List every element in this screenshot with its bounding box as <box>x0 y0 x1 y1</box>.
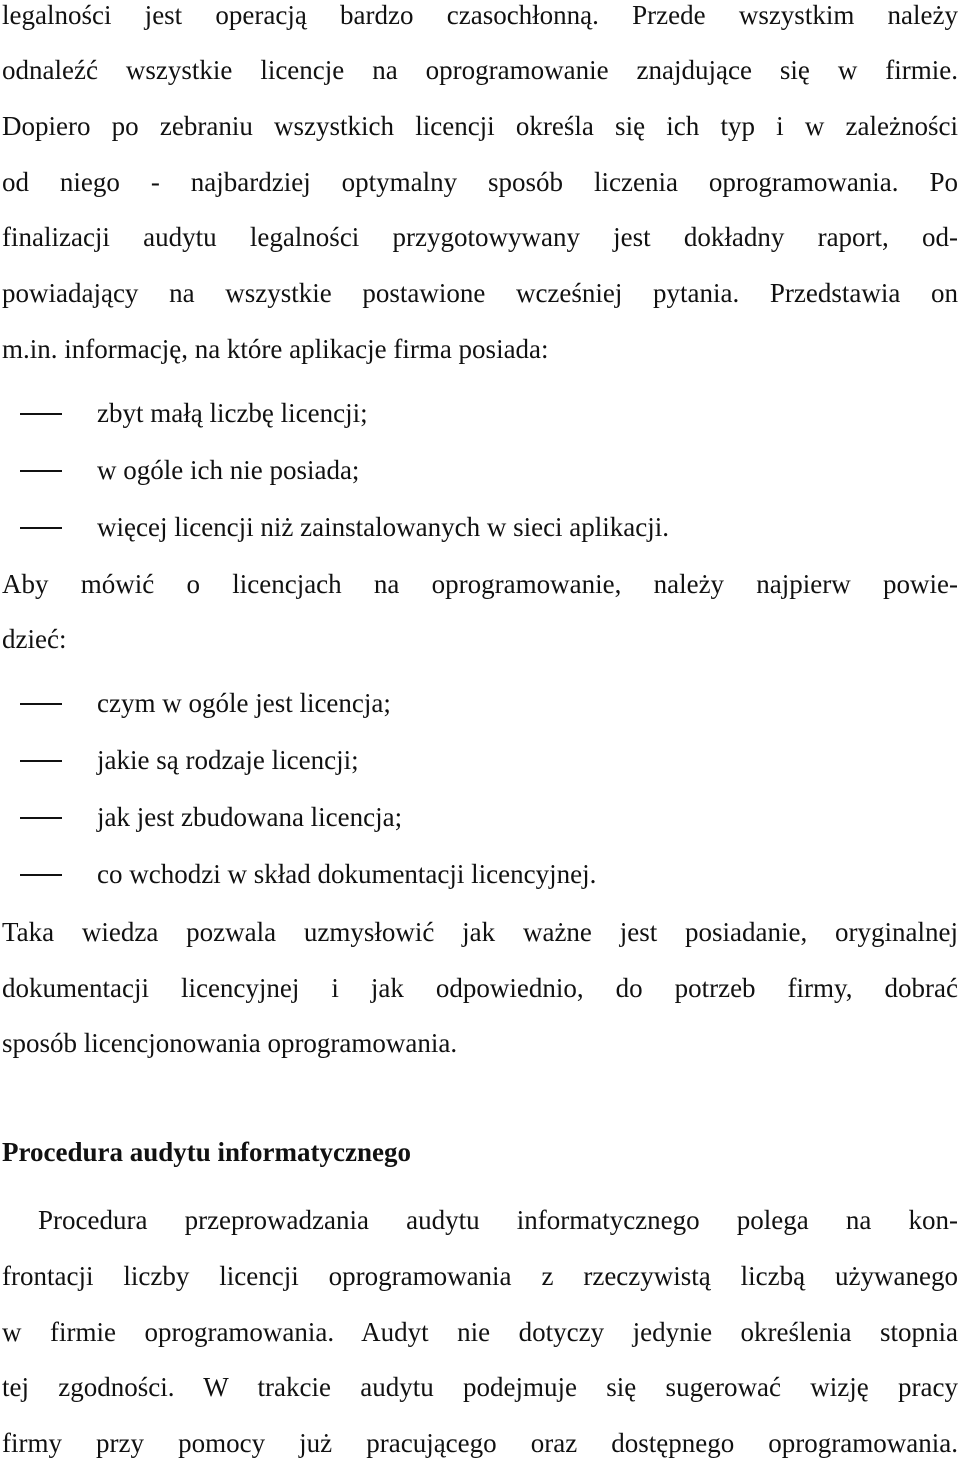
dash-bullet-icon <box>20 527 62 529</box>
section-heading: Procedura audytu informatycznego <box>2 1137 411 1167</box>
dash-bullet-icon <box>20 470 62 472</box>
text-line: Taka wiedza pozwala uzmysłowić jak ważne jest posiadanie, oryginalnej <box>2 917 958 947</box>
text-line: frontacji liczby licencji oprogramowania z rzeczywistą liczbą używanego <box>2 1261 958 1291</box>
list-item-text: jakie są rodzaje licencji; <box>97 745 359 775</box>
text-line: finalizacji audytu legalności przygotowywany jest dokładny raport, od- <box>2 222 958 252</box>
dash-bullet-icon <box>20 703 62 705</box>
list-item-text: więcej licencji niż zainstalowanych w sieci aplikacji. <box>97 512 670 542</box>
list-item-text: czym w ogóle jest licencja; <box>97 688 391 718</box>
list-item <box>0 512 960 542</box>
text-line: firmy przy pomocy już pracującego oraz dostępnego oprogramowania. <box>2 1428 958 1458</box>
dash-bullet-icon <box>20 817 62 819</box>
text-line: dzieć: <box>2 624 67 654</box>
list-item-text: w ogóle ich nie posiada; <box>97 455 360 485</box>
text-line: sposób licencjonowania oprogramowania. <box>2 1028 458 1058</box>
text-line: Aby mówić o licencjach na oprogramowanie, należy najpierw powie- <box>2 569 958 599</box>
text-line: w firmie oprogramowania. Audyt nie dotyczy jedynie określenia stopnia <box>2 1317 958 1347</box>
text-line: powiadający na wszystkie postawione wcześniej pytania. Przedstawia on <box>2 278 958 308</box>
text-line: odnaleźć wszystkie licencje na oprogramowanie znajdujące się w firmie. <box>2 55 958 85</box>
list-item-text: co wchodzi w skład dokumentacji licencyjnej. <box>97 859 597 889</box>
text-line: dokumentacji licencyjnej i jak odpowiednio, do potrzeb firmy, dobrać <box>2 973 958 1003</box>
text-line: legalności jest operacją bardzo czasochłonną. Przede wszystkim należy <box>2 0 958 30</box>
dash-bullet-icon <box>20 760 62 762</box>
dash-bullet-icon <box>20 413 62 415</box>
list-item <box>0 688 960 718</box>
text-line: Dopiero po zebraniu wszystkich licencji określa się ich typ i w zależności <box>2 111 958 141</box>
list-item <box>0 455 960 485</box>
text-line: Procedura przeprowadzania audytu informatycznego polega na kon- <box>38 1205 958 1235</box>
list-item <box>0 398 960 428</box>
list-item <box>0 802 960 832</box>
list-item <box>0 745 960 775</box>
text-line: m.in. informację, na które aplikacje firma posiada: <box>2 334 549 364</box>
text-line: tej zgodności. W trakcie audytu podejmuje się sugerować wizję pracy <box>2 1372 958 1402</box>
text-line: od niego - najbardziej optymalny sposób liczenia oprogramowania. Po <box>2 167 958 197</box>
list-item-text: zbyt małą liczbę licencji; <box>97 398 368 428</box>
list-item-text: jak jest zbudowana licencja; <box>97 802 403 832</box>
dash-bullet-icon <box>20 874 62 876</box>
list-item <box>0 859 960 889</box>
